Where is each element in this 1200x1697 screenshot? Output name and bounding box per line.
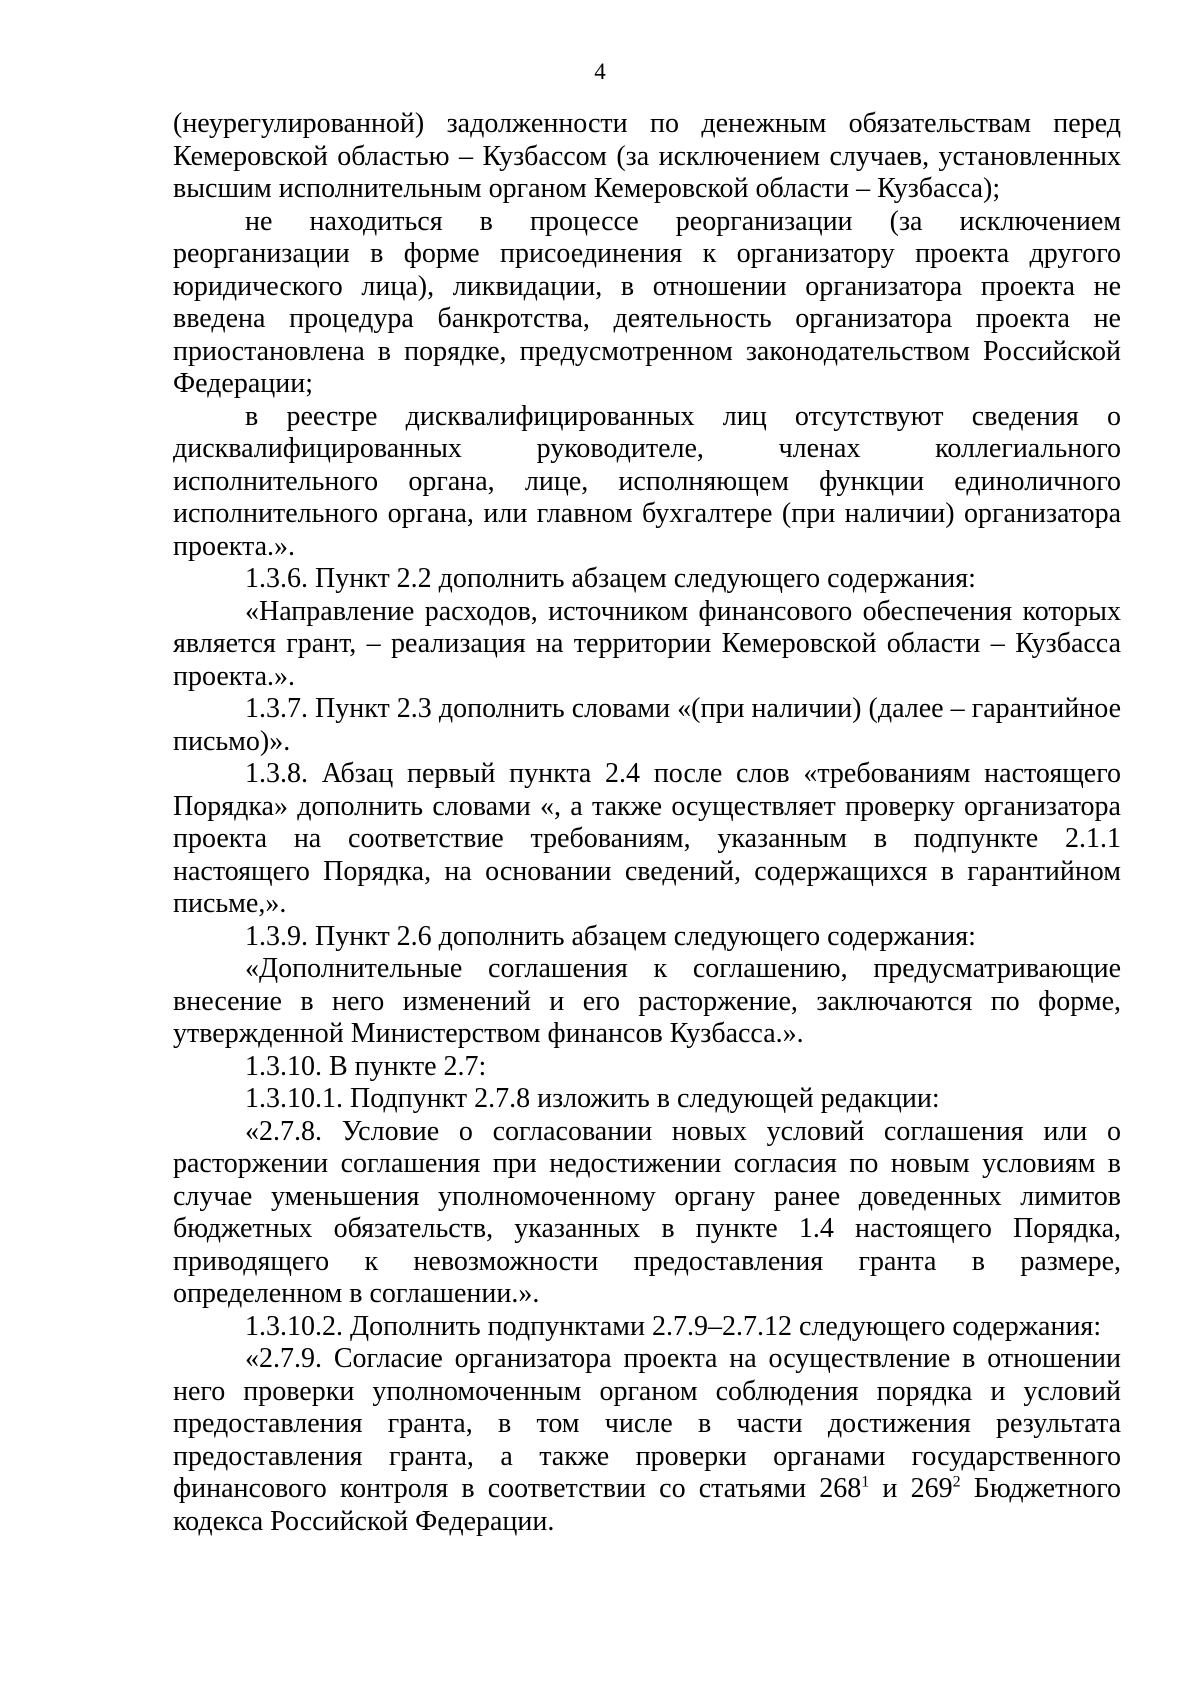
paragraph-2-7-9-text-after: Бюджетного кодекса Российской Федерации. xyxy=(173,1473,1122,1537)
paragraph-1-3-8: 1.3.8. Абзац первый пункта 2.4 после слов «требованиям настоящего Порядка» дополнить словами «, а также осуществляет проверку организатора проекта на соответствие требованиям, указанным в подпункте 2.1.1 настоящего Порядка, на основании сведений, содержащихся в гарантийном письме,». xyxy=(173,758,1121,919)
paragraph-reorganization: не находиться в процессе реорганизации (за исключением реорганизации в форме присоединения к организатору проекта другого юридического лица), ликвидации, в отношении организатора проекта не введена процедура банкротства, деятельность организатора проекта не приостановлена в порядке, предусмотренном законодательством Российской Федерации; xyxy=(173,205,1121,399)
paragraph-1-3-6: 1.3.6. Пункт 2.2 дополнить абзацем следующего содержания: xyxy=(245,563,976,594)
paragraph-1-3-10-1: 1.3.10.1. Подпункт 2.7.8 изложить в следующей редакции: xyxy=(245,1083,940,1114)
paragraph-expense-direction: «Направление расходов, источником финансового обеспечения которых является грант, – реализация на территории Кемеровской области – Кузбасса проекта.». xyxy=(173,595,1121,692)
superscript-1: 1 xyxy=(861,1473,870,1491)
paragraph-1-3-10-2: 1.3.10.2. Дополнить подпунктами 2.7.9–2.7.12 следующего содержания: xyxy=(245,1310,1102,1342)
paragraph-1-3-9: 1.3.9. Пункт 2.6 дополнить абзацем следующего содержания: xyxy=(245,920,976,952)
paragraph-2-7-9-text-middle: и 269 xyxy=(869,1473,953,1504)
paragraph-1-3-10: 1.3.10. В пункте 2.7: xyxy=(245,1050,487,1082)
paragraph-2-7-9-text-before: «2.7.9. Согласие организатора проекта на осуществление в отношении него проверки уполномоченным органом соблюдения порядка и условий предоставления гранта, в том числе в части достижения результата предоставления гранта, а также проверки органами государственного финансового контроля в соответствии со статьями 268 xyxy=(173,1343,1121,1504)
paragraph-debt-continuation: (неурегулированной) задолженности по денежным обязательствам перед Кемеровской областью – Кузбассом (за исключением случаев, установленных высшим исполнительным органом Кемеровской области – Кузбасса); xyxy=(173,108,1121,204)
document-body xyxy=(173,108,1121,1538)
paragraph-2-7-8: «2.7.8. Условие о согласовании новых условий соглашения или о расторжении соглашения при недостижении согласия по новым условиям в случае уменьшения уполномоченному органу ранее доведенных лимитов бюджетных обязательств, указанных в пункте 1.4 настоящего Порядка, приводящего к невозможности предоставления гранта в размере, определенном в соглашении.». xyxy=(173,1115,1121,1309)
paragraph-2-7-9 xyxy=(173,1343,1121,1538)
paragraph-additional-agreements: «Дополнительные соглашения к соглашению, предусматривающие внесение в него изменений и его расторжение, заключаются по форме, утвержденной Министерством финансов Кузбасса.». xyxy=(173,953,1121,1049)
paragraph-disqualified-registry: в реестре дисквалифицированных лиц отсутствуют сведения о дисквалифицированных руководителе, членах коллегиального исполнительного органа, лице, исполняющем функции единоличного исполнительного органа, или главном бухгалтере (при наличии) организатора проекта.». xyxy=(173,400,1121,562)
page-number: 4 xyxy=(594,59,606,84)
superscript-2: 2 xyxy=(952,1473,961,1491)
paragraph-1-3-7: 1.3.7. Пункт 2.3 дополнить словами «(при наличии) (далее – гарантийное письмо)». xyxy=(173,693,1121,757)
